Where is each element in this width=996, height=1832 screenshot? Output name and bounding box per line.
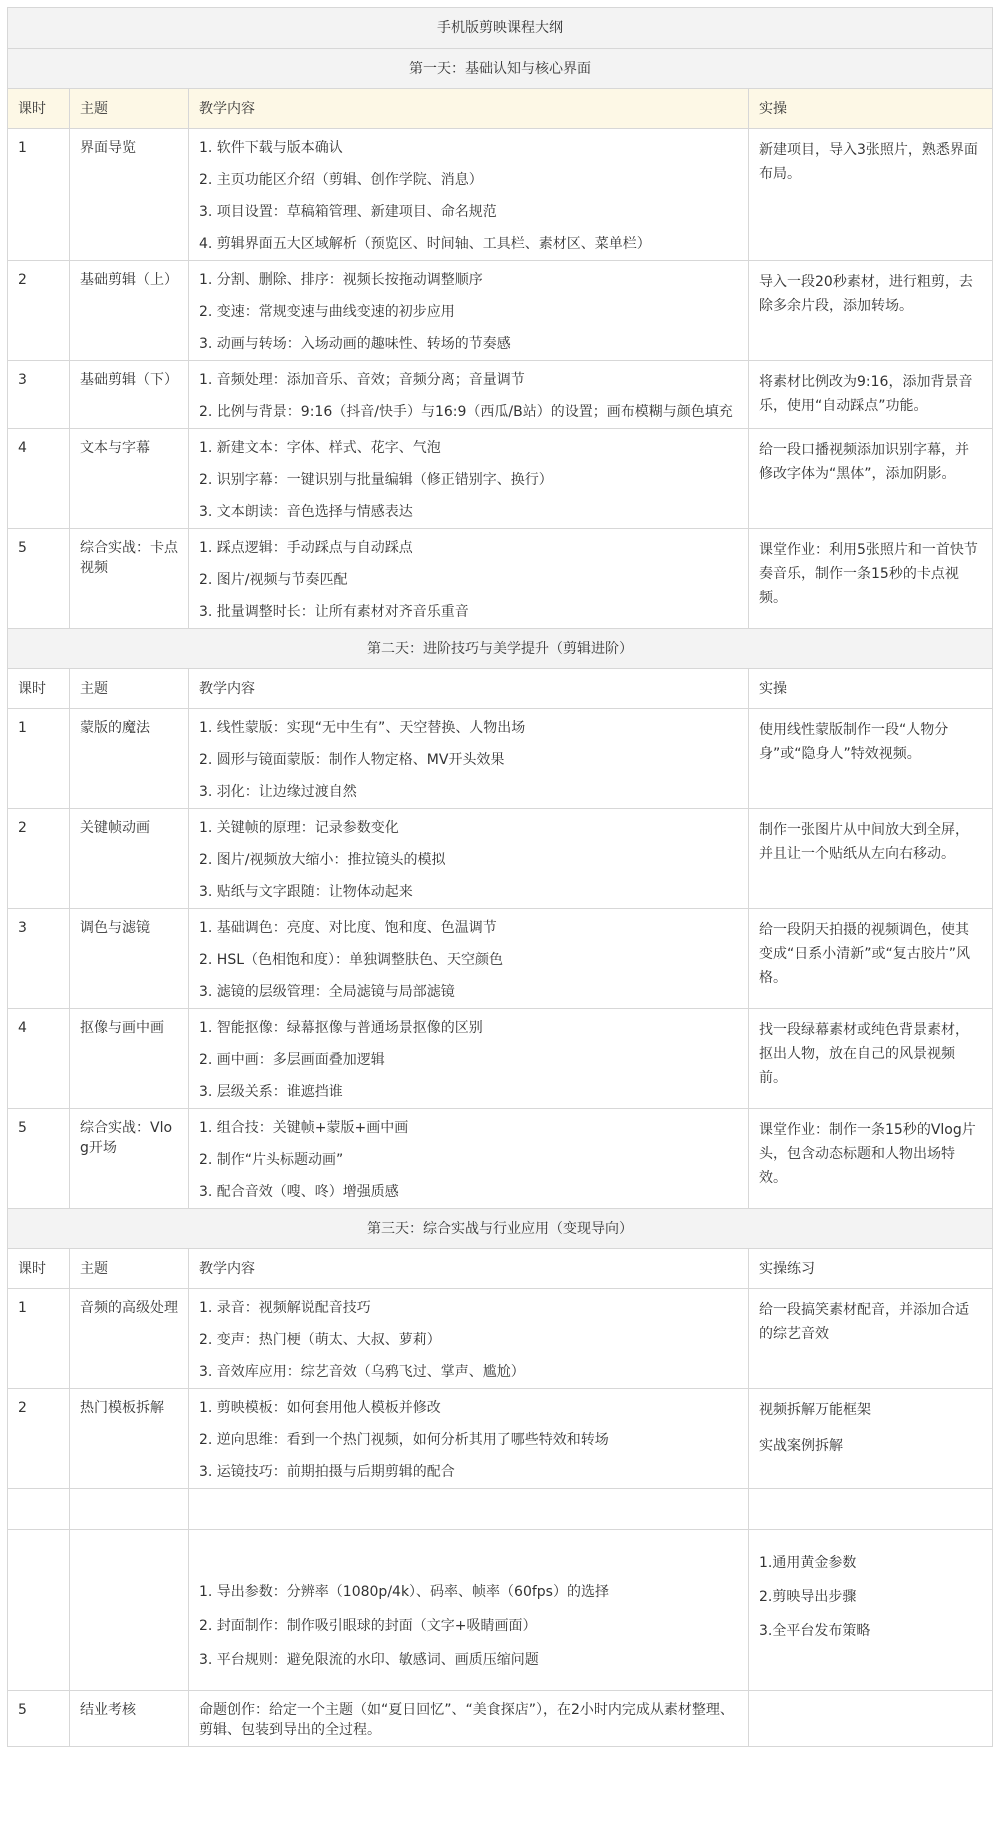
lesson-topic (70, 1530, 189, 1691)
content-line: 2. 制作“片头标题动画” (199, 1152, 344, 1168)
practice-line: 2.剪映导出步骤 (759, 1589, 857, 1605)
day-heading-row (8, 49, 993, 89)
practice-line: 找一段绿幕素材或纯色背景素材，抠出人物，放在自己的风景视频前。 (759, 1022, 969, 1086)
table-row (8, 909, 993, 1009)
content-line: 1. 软件下载与版本确认 (199, 140, 343, 156)
content-line: 2. 变速：常规变速与曲线变速的初步应用 (199, 304, 455, 320)
topic-header: 主题 (70, 89, 189, 129)
table-row (8, 1389, 993, 1489)
lesson-number: 5 (8, 1691, 70, 1747)
topic-header: 主题 (70, 669, 189, 709)
lesson-header: 课时 (8, 1249, 70, 1289)
column-header-row (8, 1249, 993, 1289)
table-row (8, 709, 993, 809)
lesson-topic: 音频的高级处理 (70, 1289, 189, 1389)
practice-line: 3.全平台发布策略 (759, 1623, 871, 1639)
lesson-practice (749, 529, 993, 629)
table-row (8, 1109, 993, 1209)
lesson-number (8, 1530, 70, 1691)
content-line: 3. 批量调整时长：让所有素材对齐音乐重音 (199, 604, 469, 620)
lesson-content (189, 809, 749, 909)
lesson-topic: 基础剪辑（下） (70, 361, 189, 429)
content-line: 1. 组合技：关键帧+蒙版+画中画 (199, 1120, 409, 1136)
table-row (8, 809, 993, 909)
practice-header: 实操 (749, 89, 993, 129)
lesson-number: 4 (8, 1009, 70, 1109)
practice-line: 1.通用黄金参数 (759, 1555, 857, 1571)
lesson-practice (749, 909, 993, 1009)
table-row (8, 1530, 993, 1691)
lesson-content (189, 1691, 749, 1747)
outline-table-day-3 (7, 1209, 993, 1747)
practice-line: 实战案例拆解 (759, 1438, 843, 1454)
day-2-section (8, 629, 993, 1209)
table-row (8, 1289, 993, 1389)
content-line: 1. 基础调色：亮度、对比度、饱和度、色温调节 (199, 920, 497, 936)
content-header: 教学内容 (189, 89, 749, 129)
lesson-number: 3 (8, 909, 70, 1009)
practice-line: 给一段口播视频添加识别字幕，并修改字体为“黑体”，添加阴影。 (759, 442, 969, 482)
content-header: 教学内容 (189, 1249, 749, 1289)
content-line: 3. 羽化：让边缘过渡自然 (199, 784, 357, 800)
lesson-topic: 文本与字幕 (70, 429, 189, 529)
lesson-content (189, 129, 749, 261)
content-header: 教学内容 (189, 669, 749, 709)
practice-line: 新建项目，导入3张照片，熟悉界面布局。 (759, 142, 978, 182)
day-heading: 第三天：综合实战与行业应用（变现导向） (8, 1209, 993, 1249)
practice-line: 给一段阴天拍摄的视频调色，使其变成“日系小清新”或“复古胶片”风格。 (759, 922, 971, 986)
lesson-topic: 综合实战：Vlog开场 (70, 1109, 189, 1209)
content-line: 2. 识别字幕：一键识别与批量编辑（修正错别字、换行） (199, 472, 553, 488)
lesson-practice (749, 1009, 993, 1109)
lesson-practice (749, 709, 993, 809)
lesson-topic: 综合实战：卡点视频 (70, 529, 189, 629)
empty-row (8, 1489, 993, 1530)
table-row (8, 261, 993, 361)
content-line: 3. 运镜技巧：前期拍摄与后期剪辑的配合 (199, 1464, 455, 1480)
content-line: 1. 导出参数：分辨率（1080p/4k）、码率、帧率（60fps）的选择 (199, 1584, 609, 1600)
outline-table (7, 7, 993, 629)
lesson-topic: 基础剪辑（上） (70, 261, 189, 361)
outline-title: 手机版剪映课程大纲 (8, 8, 993, 49)
lesson-practice (749, 129, 993, 261)
content-line: 1. 新建文本：字体、样式、花字、气泡 (199, 440, 441, 456)
lesson-topic: 界面导览 (70, 129, 189, 261)
lesson-content (189, 1530, 749, 1691)
lesson-number: 1 (8, 1289, 70, 1389)
lesson-practice (749, 429, 993, 529)
lesson-practice (749, 1691, 993, 1747)
content-line: 3. 配合音效（嗖、咚）增强质感 (199, 1184, 399, 1200)
lesson-topic: 蒙版的魔法 (70, 709, 189, 809)
lesson-topic: 结业考核 (70, 1691, 189, 1747)
content-line: 2. 圆形与镜面蒙版：制作人物定格、MV开头效果 (199, 752, 505, 768)
topic-header: 主题 (70, 1249, 189, 1289)
lesson-practice (749, 1389, 993, 1489)
practice-line: 课堂作业：利用5张照片和一首快节奏音乐，制作一条15秒的卡点视频。 (759, 542, 978, 606)
day-heading-row (8, 1209, 993, 1249)
table-row (8, 129, 993, 261)
lesson-practice (749, 261, 993, 361)
table-row (8, 1691, 993, 1747)
lesson-number: 2 (8, 809, 70, 909)
lesson-content (189, 1009, 749, 1109)
content-line: 2. 逆向思维：看到一个热门视频，如何分析其用了哪些特效和转场 (199, 1432, 609, 1448)
practice-line: 给一段搞笑素材配音，并添加合适的综艺音效 (759, 1302, 969, 1342)
content-line: 命题创作：给定一个主题（如“夏日回忆”、“美食探店”），在2小时内完成从素材整理、剪辑、包装到导出的全过程。 (199, 1702, 734, 1738)
lesson-number: 5 (8, 529, 70, 629)
day-1-section (8, 49, 993, 629)
content-line: 1. 录音：视频解说配音技巧 (199, 1300, 371, 1316)
table-row (8, 1009, 993, 1109)
lesson-number: 2 (8, 1389, 70, 1489)
content-line: 3. 文本朗读：音色选择与情感表达 (199, 504, 413, 520)
content-line: 3. 动画与转场：入场动画的趣味性、转场的节奏感 (199, 336, 511, 352)
lesson-number: 5 (8, 1109, 70, 1209)
content-line: 2. HSL（色相饱和度）：单独调整肤色、天空颜色 (199, 952, 504, 968)
practice-line: 导入一段20秒素材，进行粗剪，去除多余片段，添加转场。 (759, 274, 973, 314)
content-line: 1. 智能抠像：绿幕抠像与普通场景抠像的区别 (199, 1020, 483, 1036)
lesson-content (189, 1389, 749, 1489)
table-row (8, 361, 993, 429)
content-line: 1. 关键帧的原理：记录参数变化 (199, 820, 399, 836)
content-line: 2. 变声：热门梗（萌太、大叔、萝莉） (199, 1332, 441, 1348)
empty-cell (189, 1489, 749, 1530)
lesson-practice (749, 809, 993, 909)
lesson-content (189, 529, 749, 629)
lesson-practice (749, 1109, 993, 1209)
lesson-number: 1 (8, 129, 70, 261)
practice-header: 实操练习 (749, 1249, 993, 1289)
lesson-topic: 抠像与画中画 (70, 1009, 189, 1109)
table-row (8, 529, 993, 629)
column-header-row (8, 669, 993, 709)
content-line: 1. 音频处理：添加音乐、音效；音频分离；音量调节 (199, 372, 525, 388)
lesson-topic: 关键帧动画 (70, 809, 189, 909)
lesson-practice (749, 1289, 993, 1389)
content-line: 3. 平台规则：避免限流的水印、敏感词、画质压缩问题 (199, 1652, 539, 1668)
content-line: 2. 图片/视频放大缩小：推拉镜头的模拟 (199, 852, 446, 868)
practice-line: 制作一张图片从中间放大到全屏，并且让一个贴纸从左向右移动。 (759, 822, 969, 862)
day-heading-row (8, 629, 993, 669)
lesson-content (189, 709, 749, 809)
content-line: 3. 贴纸与文字跟随：让物体动起来 (199, 884, 413, 900)
day-heading: 第一天：基础认知与核心界面 (8, 49, 993, 89)
lesson-number: 2 (8, 261, 70, 361)
title-row (8, 8, 993, 49)
lesson-number: 4 (8, 429, 70, 529)
practice-line: 使用线性蒙版制作一段“人物分身”或“隐身人”特效视频。 (759, 722, 949, 762)
column-header-row (8, 89, 993, 129)
content-line: 3. 项目设置：草稿箱管理、新建项目、命名规范 (199, 204, 497, 220)
empty-cell (8, 1489, 70, 1530)
lesson-content (189, 909, 749, 1009)
content-line: 1. 剪映模板：如何套用他人模板并修改 (199, 1400, 441, 1416)
content-line: 1. 线性蒙版：实现“无中生有”、天空替换、人物出场 (199, 720, 526, 736)
lesson-header: 课时 (8, 669, 70, 709)
content-line: 3. 音效库应用：综艺音效（乌鸦飞过、掌声、尴尬） (199, 1364, 525, 1380)
lesson-number: 3 (8, 361, 70, 429)
day-heading: 第二天：进阶技巧与美学提升（剪辑进阶） (8, 629, 993, 669)
content-line: 4. 剪辑界面五大区域解析（预览区、时间轴、工具栏、素材区、菜单栏） (199, 236, 651, 252)
table-row (8, 429, 993, 529)
content-line: 1. 踩点逻辑：手动踩点与自动踩点 (199, 540, 413, 556)
course-outline-sheet (7, 7, 992, 1747)
content-line: 3. 层级关系：谁遮挡谁 (199, 1084, 343, 1100)
empty-cell (749, 1489, 993, 1530)
lesson-content (189, 261, 749, 361)
empty-cell (70, 1489, 189, 1530)
lesson-topic: 热门模板拆解 (70, 1389, 189, 1489)
lesson-content (189, 429, 749, 529)
lesson-topic: 调色与滤镜 (70, 909, 189, 1009)
lesson-content (189, 361, 749, 429)
content-line: 2. 封面制作：制作吸引眼球的封面（文字+吸睛画面） (199, 1618, 537, 1634)
lesson-content (189, 1289, 749, 1389)
lesson-content (189, 1109, 749, 1209)
practice-line: 将素材比例改为9:16，添加背景音乐，使用“自动踩点”功能。 (759, 374, 973, 414)
outline-table-day-2 (7, 629, 993, 1209)
practice-line: 课堂作业：制作一条15秒的Vlog片头，包含动态标题和人物出场特效。 (759, 1122, 976, 1186)
content-line: 2. 图片/视频与节奏匹配 (199, 572, 348, 588)
content-line: 3. 滤镜的层级管理：全局滤镜与局部滤镜 (199, 984, 455, 1000)
lesson-practice (749, 361, 993, 429)
practice-line: 视频拆解万能框架 (759, 1402, 871, 1418)
content-line: 2. 比例与背景：9:16（抖音/快手）与16:9（西瓜/B站）的设置；画布模糊与颜色填充 (199, 404, 733, 420)
practice-header: 实操 (749, 669, 993, 709)
lesson-number: 1 (8, 709, 70, 809)
day-3-section (8, 1209, 993, 1747)
content-line: 2. 画中画：多层画面叠加逻辑 (199, 1052, 385, 1068)
content-line: 2. 主页功能区介绍（剪辑、创作学院、消息） (199, 172, 483, 188)
lesson-header: 课时 (8, 89, 70, 129)
lesson-practice (749, 1530, 993, 1691)
content-line: 1. 分割、删除、排序：视频长按拖动调整顺序 (199, 272, 483, 288)
